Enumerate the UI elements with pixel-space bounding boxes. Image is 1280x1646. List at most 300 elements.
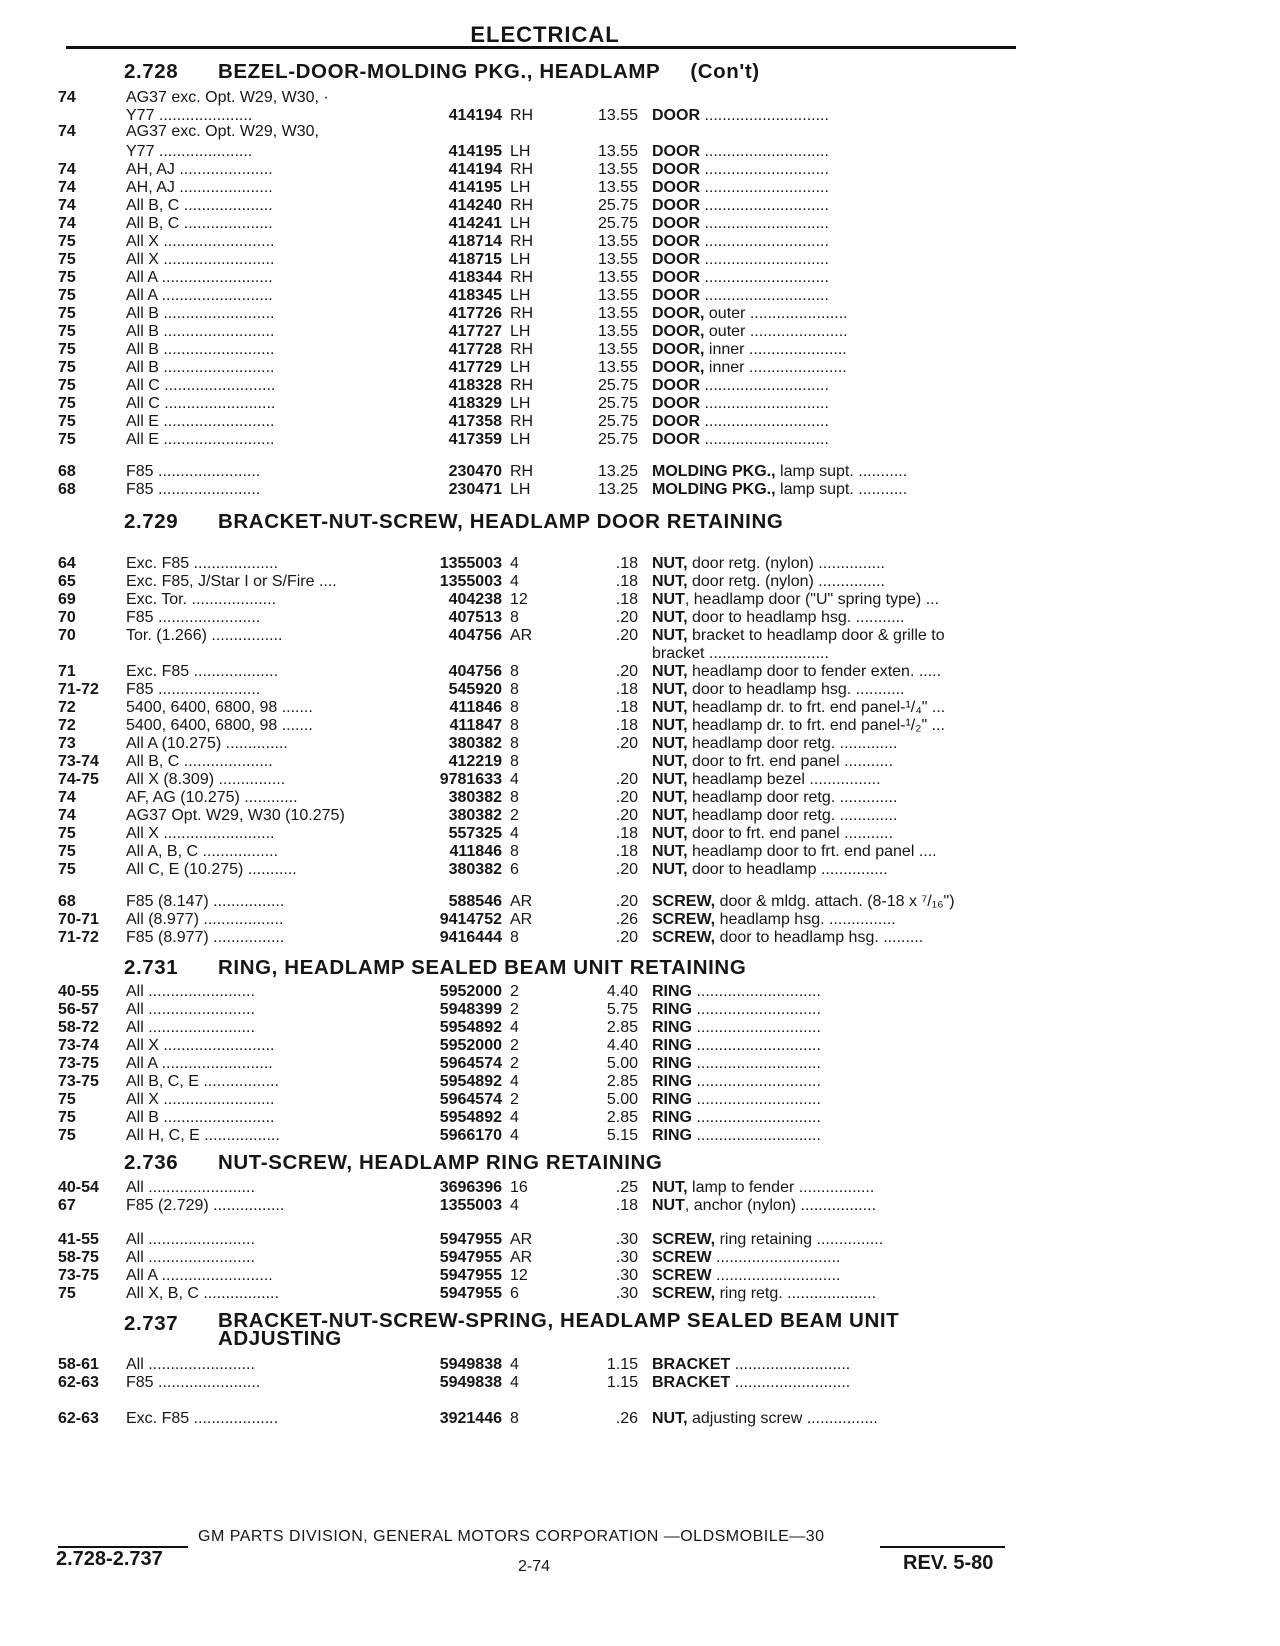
part-description: lamp supt. ...........: [775, 463, 908, 480]
price-cell: .18: [615, 825, 638, 842]
year-cell: 75: [58, 341, 76, 358]
year-cell: 73: [58, 735, 76, 752]
section-heading: [218, 60, 760, 84]
part-number-cell: 417359: [448, 431, 502, 448]
year-cell: 40-55: [58, 983, 99, 1000]
section-number: 2.737: [124, 1312, 179, 1335]
section-heading: [218, 1151, 662, 1175]
part-name: NUT,: [652, 555, 688, 572]
part-description: ............................: [711, 1249, 841, 1266]
model-cell: All C, E (10.275) ...........: [126, 861, 297, 878]
year-cell: 75: [58, 305, 76, 322]
parts-row: [0, 376, 1280, 395]
price-cell: 13.55: [597, 233, 638, 250]
parts-row: [0, 734, 1280, 753]
parts-row: [0, 1090, 1280, 1109]
parts-row: [0, 88, 1280, 107]
price-cell: .18: [615, 573, 638, 590]
model-cell: F85 .......................: [126, 609, 261, 626]
year-cell: 74-75: [58, 771, 99, 788]
part-description: headlamp dr. to frt. end panel-¹/₂" ...: [687, 717, 945, 734]
part-number-cell: 418344: [448, 269, 502, 286]
model-cell: All A .........................: [126, 287, 273, 304]
year-cell: 75: [58, 233, 76, 250]
parts-row: [0, 1284, 1280, 1303]
quantity-cell: RH: [510, 269, 534, 286]
parts-row: [0, 590, 1280, 609]
model-cell: All B .........................: [126, 359, 275, 376]
year-cell: 70: [58, 609, 76, 626]
section-heading: [218, 956, 746, 980]
year-cell: 74: [58, 789, 76, 806]
parts-row: [0, 304, 1280, 323]
description-cell: [652, 412, 1022, 431]
parts-row: [0, 644, 1280, 663]
year-cell: 75: [58, 431, 76, 448]
price-cell: 25.75: [597, 215, 638, 232]
part-number-cell: 5947955: [439, 1267, 502, 1284]
price-cell: 25.75: [597, 197, 638, 214]
year-cell: 68: [58, 893, 76, 910]
part-number-cell: 411846: [449, 843, 502, 860]
price-cell: 5.15: [606, 1127, 638, 1144]
part-number-cell: 414240: [448, 197, 502, 214]
quantity-cell: 8: [510, 1410, 519, 1427]
quantity-cell: 4: [510, 1127, 519, 1144]
model-cell: All A (10.275) ..............: [126, 735, 288, 752]
price-cell: 2.85: [606, 1109, 638, 1126]
price-cell: .18: [615, 555, 638, 572]
part-number-cell: 5964574: [439, 1091, 502, 1108]
price-cell: 25.75: [597, 431, 638, 448]
year-cell: 75: [58, 269, 76, 286]
price-cell: .20: [615, 627, 638, 644]
part-description: adjusting screw ................: [687, 1410, 878, 1427]
part-description: ............................: [700, 215, 829, 232]
part-description: ............................: [700, 377, 829, 394]
part-number-cell: 1355003: [439, 1197, 502, 1214]
price-cell: .18: [615, 681, 638, 698]
part-number-cell: 418328: [448, 377, 502, 394]
quantity-cell: 4: [510, 771, 519, 788]
parts-row: [0, 1054, 1280, 1073]
price-cell: .20: [615, 893, 638, 910]
part-description: , headlamp door ("U" spring type) ...: [684, 591, 940, 608]
section-heading-text: BEZEL-DOOR-MOLDING PKG., HEADLAMP: [218, 60, 661, 83]
parts-row: [0, 1230, 1280, 1249]
price-cell: .30: [615, 1267, 638, 1284]
price-cell: 25.75: [597, 377, 638, 394]
part-name: SCREW: [652, 1267, 712, 1284]
part-description: door to headlamp hsg. ...........: [687, 681, 905, 698]
year-cell: 74: [58, 807, 76, 824]
year-cell: 58-61: [58, 1356, 99, 1373]
model-cell: AG37 Opt. W29, W30 (10.275): [126, 807, 345, 824]
part-description: , anchor (nylon) .................: [684, 1197, 877, 1214]
quantity-cell: 8: [510, 699, 519, 716]
description-cell: [652, 698, 1022, 717]
model-cell: All A .........................: [126, 1055, 273, 1072]
footer-revision: REV. 5-80: [903, 1552, 994, 1574]
year-cell: 75: [58, 1109, 76, 1126]
model-cell: AF, AG (10.275) ............: [126, 789, 298, 806]
part-number-cell: 3921446: [439, 1410, 502, 1427]
part-number-cell: 5954892: [439, 1073, 502, 1090]
description-cell: [652, 1126, 1022, 1145]
quantity-cell: LH: [510, 251, 531, 268]
model-cell: All ........................: [126, 1019, 255, 1036]
parts-row: [0, 196, 1280, 215]
part-name: DOOR: [652, 287, 700, 304]
quantity-cell: RH: [510, 305, 534, 322]
part-number-cell: 412219: [448, 753, 502, 770]
quantity-cell: AR: [510, 627, 533, 644]
quantity-cell: 2: [510, 1001, 519, 1018]
part-number-cell: 5952000: [439, 983, 502, 1000]
section-continued: (Con't): [690, 60, 760, 83]
part-number-cell: 411847: [449, 717, 502, 734]
price-cell: .20: [615, 735, 638, 752]
part-description: ............................: [692, 1019, 821, 1036]
part-description: headlamp door retg. .............: [687, 789, 898, 806]
year-cell: 62-63: [58, 1374, 99, 1391]
year-cell: 65: [58, 573, 76, 590]
part-number-cell: 5952000: [439, 1037, 502, 1054]
price-cell: 25.75: [597, 413, 638, 430]
part-number-cell: 417727: [448, 323, 502, 340]
quantity-cell: LH: [510, 179, 531, 196]
model-cell: All X .........................: [126, 251, 275, 268]
part-name: NUT,: [652, 1410, 688, 1427]
section-heading-text: RING, HEADLAMP SEALED BEAM UNIT RETAINING: [218, 956, 747, 979]
model-cell: 5400, 6400, 6800, 98 .......: [126, 717, 313, 734]
description-cell: [652, 462, 1022, 481]
quantity-cell: 4: [510, 1197, 519, 1214]
part-number-cell: 411846: [449, 699, 502, 716]
model-cell: All ........................: [126, 1249, 255, 1266]
price-cell: 25.75: [597, 395, 638, 412]
part-name: NUT,: [652, 1179, 688, 1196]
description-cell: [652, 752, 1022, 771]
description-cell: [652, 892, 1022, 911]
part-name: RING: [652, 1037, 692, 1054]
quantity-cell: 2: [510, 1037, 519, 1054]
quantity-cell: AR: [510, 893, 533, 910]
parts-row: [0, 752, 1280, 771]
quantity-cell: 8: [510, 609, 519, 626]
price-cell: .20: [615, 771, 638, 788]
year-cell: 71-72: [58, 929, 99, 946]
quantity-cell: RH: [510, 341, 534, 358]
section-heading-line2: ADJUSTING: [218, 1327, 342, 1350]
model-cell: All A .........................: [126, 269, 273, 286]
price-cell: .26: [615, 911, 638, 928]
part-name: NUT,: [652, 807, 688, 824]
description-cell: [652, 982, 1022, 1001]
parts-row: [0, 1000, 1280, 1019]
year-cell: 75: [58, 395, 76, 412]
price-cell: .26: [615, 1410, 638, 1427]
description-cell: [652, 250, 1022, 269]
parts-row: [0, 824, 1280, 843]
description-cell: [652, 608, 1022, 627]
quantity-cell: LH: [510, 359, 531, 376]
quantity-cell: RH: [510, 463, 534, 480]
part-name: SCREW,: [652, 893, 716, 910]
description-cell: [652, 196, 1022, 215]
header-rule: [66, 46, 1016, 49]
year-cell: 64: [58, 555, 76, 572]
part-description: ..........................: [730, 1356, 851, 1373]
part-description: inner ......................: [704, 359, 847, 376]
model-cell: Y77 .....................: [126, 143, 253, 160]
quantity-cell: RH: [510, 413, 534, 430]
quantity-cell: 8: [510, 663, 519, 680]
part-name: SCREW,: [652, 911, 716, 928]
part-number-cell: 1355003: [439, 555, 502, 572]
price-cell: 5.75: [606, 1001, 638, 1018]
part-number-cell: 404238: [448, 591, 502, 608]
part-name: NUT,: [652, 699, 688, 716]
part-number-cell: 417358: [448, 413, 502, 430]
part-name: NUT,: [652, 609, 688, 626]
parts-row: [0, 412, 1280, 431]
part-number-cell: 380382: [448, 789, 502, 806]
part-description: lamp to fender .................: [687, 1179, 875, 1196]
description-cell: [652, 1355, 1022, 1374]
description-cell: [652, 662, 1022, 681]
part-name: NUT,: [652, 771, 688, 788]
part-name: NUT,: [652, 717, 688, 734]
quantity-cell: RH: [510, 233, 534, 250]
model-cell: Exc. F85 ...................: [126, 663, 279, 680]
parts-row: [0, 268, 1280, 287]
part-name: SCREW,: [652, 1285, 716, 1302]
year-cell: 74: [58, 123, 76, 140]
price-cell: .18: [615, 717, 638, 734]
part-name: NUT,: [652, 753, 688, 770]
parts-row: [0, 716, 1280, 735]
model-cell: All X .........................: [126, 1037, 275, 1054]
year-cell: 75: [58, 825, 76, 842]
model-cell: All H, C, E .................: [126, 1127, 280, 1144]
parts-row: [0, 608, 1280, 627]
model-cell: All B .........................: [126, 341, 275, 358]
quantity-cell: 4: [510, 1109, 519, 1126]
year-cell: 75: [58, 861, 76, 878]
price-cell: .18: [615, 843, 638, 860]
model-cell: All ........................: [126, 1001, 255, 1018]
part-name: RING: [652, 983, 692, 1000]
quantity-cell: 4: [510, 573, 519, 590]
description-cell: [652, 1373, 1022, 1392]
model-cell: F85 (2.729) ................: [126, 1197, 285, 1214]
description-cell: [652, 1248, 1022, 1267]
part-name: DOOR: [652, 215, 700, 232]
part-description: ............................: [711, 1267, 841, 1284]
quantity-cell: 4: [510, 555, 519, 572]
part-description: headlamp hsg. ...............: [715, 911, 896, 928]
quantity-cell: LH: [510, 287, 531, 304]
model-cell: All ........................: [126, 1179, 255, 1196]
part-number-cell: 5966170: [439, 1127, 502, 1144]
description-cell: [652, 1036, 1022, 1055]
description-cell: [652, 788, 1022, 807]
model-cell: F85 (8.977) ................: [126, 929, 285, 946]
part-name: DOOR,: [652, 359, 705, 376]
part-name: DOOR: [652, 197, 700, 214]
model-cell: All ........................: [126, 1356, 255, 1373]
parts-row: [0, 860, 1280, 879]
part-number-cell: 557325: [448, 825, 502, 842]
price-cell: 1.15: [606, 1374, 638, 1391]
description-cell: [652, 716, 1022, 735]
price-cell: .30: [615, 1249, 638, 1266]
part-description: ............................: [700, 251, 829, 268]
quantity-cell: LH: [510, 215, 531, 232]
price-cell: 13.55: [597, 287, 638, 304]
model-cell: All A .........................: [126, 1267, 273, 1284]
description-cell: [652, 1230, 1022, 1249]
quantity-cell: 8: [510, 789, 519, 806]
model-cell: All E .........................: [126, 431, 275, 448]
description-cell: [652, 1000, 1022, 1019]
quantity-cell: 4: [510, 1356, 519, 1373]
parts-row: [0, 770, 1280, 789]
year-cell: 71-72: [58, 681, 99, 698]
parts-row: [0, 142, 1280, 161]
section-heading-text: NUT-SCREW, HEADLAMP RING RETAINING: [218, 1151, 663, 1174]
quantity-cell: RH: [510, 197, 534, 214]
description-cell: [652, 1072, 1022, 1091]
part-number-cell: 9416444: [439, 929, 502, 946]
part-description: door to headlamp ...............: [687, 861, 888, 878]
quantity-cell: 2: [510, 1055, 519, 1072]
part-description: ..........................: [730, 1374, 851, 1391]
footer-corporation: GM PARTS DIVISION, GENERAL MOTORS CORPORATION —OLDSMOBILE—30: [198, 1528, 825, 1545]
parts-row: [0, 626, 1280, 645]
part-description: ring retg. ....................: [715, 1285, 877, 1302]
part-description: ............................: [700, 107, 829, 124]
description-cell: [652, 554, 1022, 573]
part-name: DOOR: [652, 107, 700, 124]
description-cell: [652, 286, 1022, 305]
part-name: RING: [652, 1091, 692, 1108]
parts-row: [0, 788, 1280, 807]
price-cell: .20: [615, 807, 638, 824]
part-description: headlamp door to frt. end panel ....: [687, 843, 937, 860]
part-description: ............................: [700, 197, 829, 214]
parts-row: [0, 214, 1280, 233]
part-description: ............................: [692, 983, 821, 1000]
price-cell: 13.25: [597, 463, 638, 480]
year-cell: 67: [58, 1197, 76, 1214]
price-cell: 13.55: [597, 359, 638, 376]
part-name: MOLDING PKG.,: [652, 463, 776, 480]
price-cell: 13.55: [597, 251, 638, 268]
description-cell: [652, 626, 1022, 645]
year-cell: 56-57: [58, 1001, 99, 1018]
part-number-cell: 545920: [448, 681, 502, 698]
model-cell: Exc. F85 ...................: [126, 1410, 279, 1427]
price-cell: 13.55: [597, 179, 638, 196]
part-name: NUT,: [652, 735, 688, 752]
quantity-cell: 6: [510, 861, 519, 878]
part-name: NUT,: [652, 789, 688, 806]
model-cell: All B, C, E .................: [126, 1073, 279, 1090]
part-number-cell: 230471: [448, 481, 502, 498]
part-description: inner ......................: [704, 341, 847, 358]
year-cell: 40-54: [58, 1179, 99, 1196]
description-cell: [652, 860, 1022, 879]
part-number-cell: 230470: [448, 463, 502, 480]
part-number-cell: 417728: [448, 341, 502, 358]
part-number-cell: 5947955: [439, 1231, 502, 1248]
description-cell: [652, 770, 1022, 789]
price-cell: .20: [615, 929, 638, 946]
section-heading: [218, 1309, 900, 1350]
parts-row: [0, 232, 1280, 251]
section-number: 2.736: [124, 1151, 179, 1174]
parts-row: [0, 982, 1280, 1001]
part-name: NUT,: [652, 825, 688, 842]
part-name: DOOR: [652, 179, 700, 196]
part-number-cell: 417726: [448, 305, 502, 322]
description-cell: [652, 644, 1022, 663]
parts-row: [0, 806, 1280, 825]
part-name: NUT,: [652, 663, 688, 680]
price-cell: 13.55: [597, 161, 638, 178]
part-name: NUT,: [652, 681, 688, 698]
year-cell: 75: [58, 251, 76, 268]
part-name: DOOR: [652, 431, 700, 448]
quantity-cell: RH: [510, 377, 534, 394]
part-number-cell: 588546: [448, 893, 502, 910]
part-description: headlamp door retg. .............: [687, 807, 898, 824]
price-cell: 1.15: [606, 1356, 638, 1373]
part-name: DOOR: [652, 269, 700, 286]
part-number-cell: 380382: [448, 807, 502, 824]
year-cell: 75: [58, 1127, 76, 1144]
model-cell: All E .........................: [126, 413, 275, 430]
year-cell: 74: [58, 161, 76, 178]
part-description: bracket ...........................: [652, 645, 829, 662]
year-cell: 75: [58, 1285, 76, 1302]
part-name: DOOR: [652, 251, 700, 268]
part-number-cell: 5949838: [439, 1356, 502, 1373]
price-cell: .18: [615, 1197, 638, 1214]
part-name: BRACKET: [652, 1374, 731, 1391]
year-cell: 72: [58, 699, 76, 716]
parts-row: [0, 1108, 1280, 1127]
price-cell: .18: [615, 699, 638, 716]
description-cell: [652, 1178, 1022, 1197]
part-description: outer ......................: [704, 323, 848, 340]
price-cell: 2.85: [606, 1073, 638, 1090]
part-name: RING: [652, 1109, 692, 1126]
price-cell: 13.25: [597, 481, 638, 498]
quantity-cell: AR: [510, 911, 533, 928]
model-cell: All B .........................: [126, 305, 275, 322]
part-number-cell: 5949838: [439, 1374, 502, 1391]
parts-row: [0, 250, 1280, 269]
model-cell: AG37 exc. Opt. W29, W30, ·: [126, 89, 329, 106]
description-cell: [652, 322, 1022, 341]
part-number-cell: 407513: [448, 609, 502, 626]
parts-row: [0, 1036, 1280, 1055]
part-description: ............................: [692, 1091, 821, 1108]
year-cell: 69: [58, 591, 76, 608]
